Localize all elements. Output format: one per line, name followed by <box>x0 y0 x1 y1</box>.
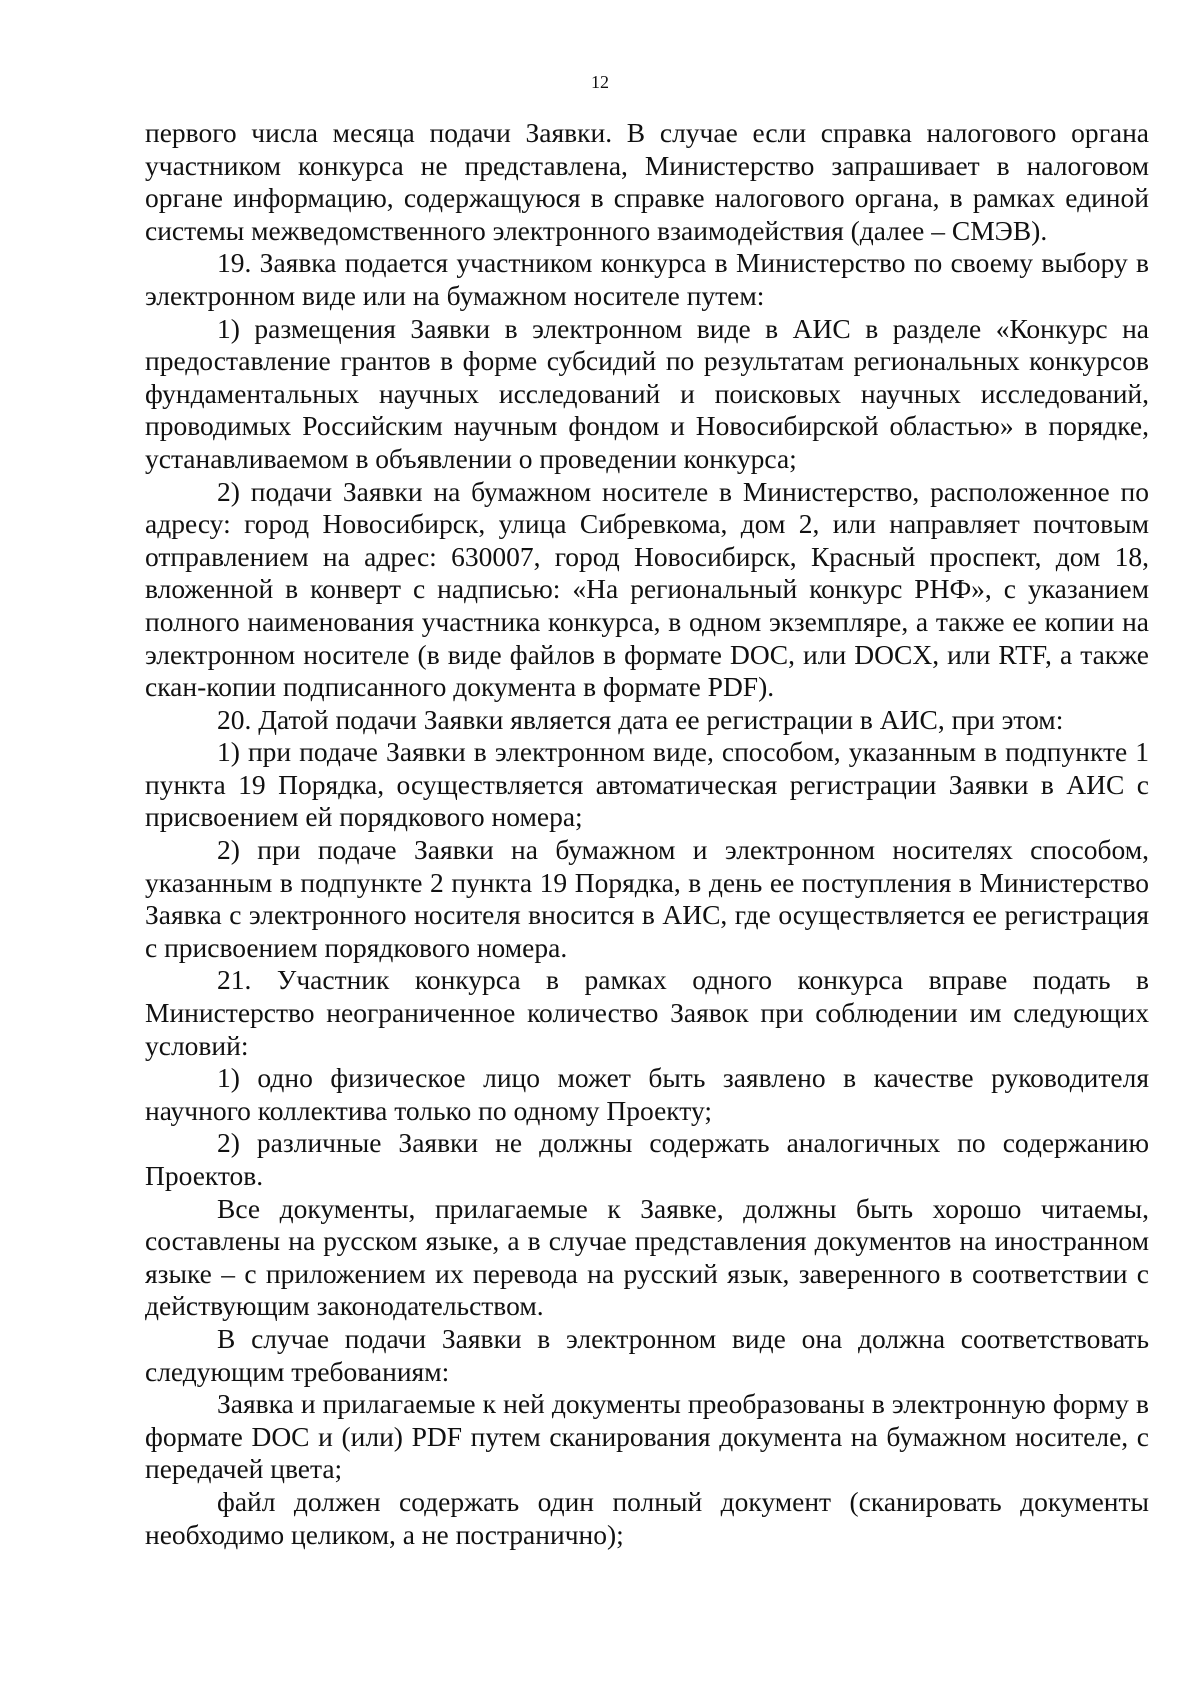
paragraph: 2) при подаче Заявки на бумажном и электронном носителях способом, указанным в подпункте 2 пункта 19 Порядка, в день ее поступления в Министерство Заявка с электронного носителя вносится в АИС, где осуществляется ее регистрация с присвоением порядкового номера. <box>145 834 1149 963</box>
paragraph: 20. Датой подачи Заявки является дата ее регистрации в АИС, при этом: <box>217 703 1064 735</box>
paragraph: файл должен содержать один полный документ (сканировать документы необходимо целиком, а не постранично); <box>145 1485 1149 1550</box>
paragraph: В случае подачи Заявки в электронном виде она должна соответствовать следующим требованиям: <box>145 1322 1149 1387</box>
document-body <box>145 117 1149 1551</box>
paragraph: 2) подачи Заявки на бумажном носителе в Министерство, расположенное по адресу: город Новосибирск, улица Сибревкома, дом 2, или направляет почтовым отправлением на адрес: 630007, город Новосибирск, Красный проспект, дом 18, вложенной в конверт с надписью: «На региональный конкурс РНФ», с указанием полного наименования участника конкурса, в одном экземпляре, а также ее копии на электронном носителе (в виде файлов в формате DOC, или DOCX, или RTF, а также скан-копии подписанного документа в формате PDF). <box>145 475 1149 703</box>
paragraph: первого числа месяца подачи Заявки. В случае если справка налогового органа участником конкурса не представлена, Министерство запрашивает в налоговом органе информацию, содержащуюся в справке налогового органа, в рамках единой системы межведомственного электронного взаимодействия (далее – СМЭВ). <box>145 117 1149 246</box>
paragraph: 1) одно физическое лицо может быть заявлено в качестве руководителя научного коллектива только по одному Проекту; <box>145 1062 1149 1126</box>
paragraph: 19. Заявка подается участником конкурса в Министерство по своему выбору в электронном виде или на бумажном носителе путем: <box>145 247 1149 311</box>
paragraph: 1) размещения Заявки в электронном виде в АИС в разделе «Конкурс на предоставление грантов в форме субсидий по результатам региональных конкурсов фундаментальных научных исследований и поисковых научных исследований, проводимых Российским научным фондом и Новосибирской областью» в порядке, устанавливаемом в объявлении о проведении конкурса; <box>145 312 1149 474</box>
paragraph: 2) различные Заявки не должны содержать аналогичных по содержанию Проектов. <box>145 1127 1149 1191</box>
paragraph: Заявка и прилагаемые к ней документы преобразованы в электронную форму в формате DOC и (или) PDF путем сканирования документа на бумажном носителе, с передачей цвета; <box>145 1388 1149 1485</box>
paragraph: 21. Участник конкурса в рамках одного конкурса вправе подать в Министерство неограниченное количество Заявок при соблюдении им следующих условий: <box>145 964 1149 1061</box>
paragraph: 1) при подаче Заявки в электронном виде, способом, указанным в подпункте 1 пункта 19 Порядка, осуществляется автоматическая регистрации Заявки в АИС с присвоением ей порядкового номера; <box>145 736 1149 833</box>
page-number: 12 <box>591 72 609 92</box>
paragraph: Все документы, прилагаемые к Заявке, должны быть хорошо читаемы, составлены на русском языке, а в случае представления документов на иностранном языке – с приложением их перевода на русский язык, заверенного в соответствии с действующим законодательством. <box>145 1192 1149 1322</box>
